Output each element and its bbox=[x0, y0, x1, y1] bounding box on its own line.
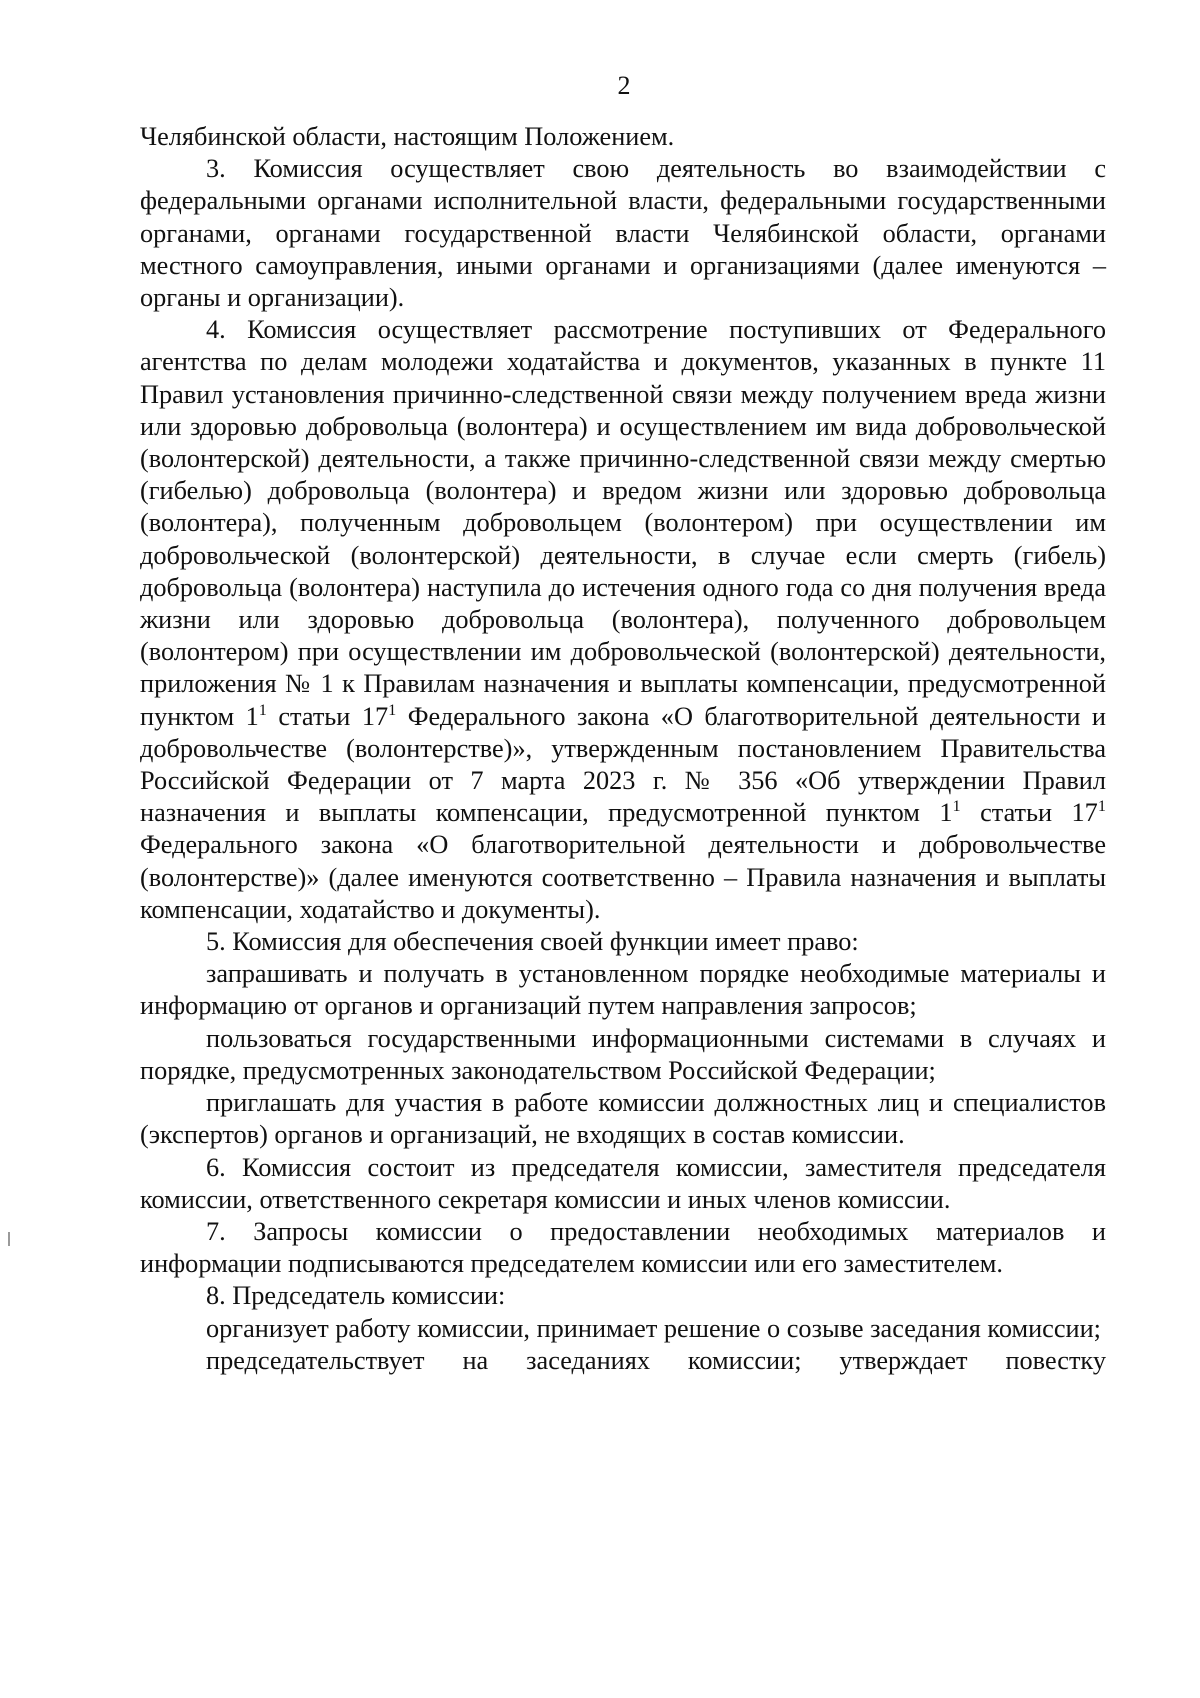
paragraph-item-8-organizes: организует работу комиссии, принимает решение о созыве заседания комиссии; bbox=[206, 1313, 1101, 1343]
superscript-index: 1 bbox=[1097, 796, 1106, 816]
paragraph-item-5-right-invite: приглашать для участия в работе комиссии должностных лиц и специалистов (экспертов) органов и организаций, не входящих в состав комиссии. bbox=[140, 1088, 1106, 1150]
superscript-index: 1 bbox=[258, 699, 267, 719]
superscript-index: 1 bbox=[388, 699, 397, 719]
page-number: 2 bbox=[617, 71, 631, 100]
superscript-index: 1 bbox=[952, 796, 961, 816]
scan-margin-mark bbox=[8, 1232, 10, 1246]
paragraph-item-3: 3. Комиссия осуществляет свою деятельность во взаимодействии с федеральными органами исполнительной власти, федеральными государственными органами, органами государственной власти Челябинской области, органами местного самоуправления, иными органами и организациями (далее именуются – органы и организации). bbox=[140, 154, 1106, 313]
document-body bbox=[140, 121, 1106, 1377]
paragraph-item-6: 6. Комиссия состоит из председателя комиссии, заместителя председателя комиссии, ответственного секретаря комиссии и иных членов комиссии. bbox=[140, 1152, 1106, 1214]
paragraph-item-7: 7. Запросы комиссии о предоставлении необходимых материалов и информации подписываются председателем комиссии или его заместителем. bbox=[140, 1216, 1106, 1279]
paragraph-item-4: 4. Комиссия осуществляет рассмотрение поступивших от Федерального агентства по делам молодежи ходатайства и документов, указанных в пункте 11 Правил установления причинно-следственной связи между получением вреда жизни или здоровью добровольца (волонтера) и осуществлением им вида добровольческой (волонтерской) деятельности, а также причинно-следственной связи между смертью (гибелью) добровольца (волонтера) и вредом жизни или здоровью добровольца (волонтера), полученным добровольцем (волонтером) при осуществлении им добровольческой (волонтерской) деятельности, в случае если смерть (гибель) добровольца (волонтера) наступила до истечения одного года со дня получения вреда жизни или здоровью добровольца (волонтера), полученного добровольцем (волонтером) при осуществлении им добровольческой (волонтерской) деятельности, приложения № 1 к Правилам назначения и выплаты компенсации, предусмотренной пунктом $1^1$ статьи $17^1$ Федерального закона «О благотворительной деятельности и добровольчестве (волонтерстве)», утвержденным постановлением Правительства Российской Федерации от 7 марта 2023 г. № 356 «Об утверждении Правил назначения и выплаты компенсации, предусмотренной пунктом $1^1$ статьи $17^1$ Федерального закона «О благотворительной деятельности и добровольчестве (волонтерстве)» (далее именуются соответственно – Правила назначения и выплаты компенсации, ходатайство и документы). bbox=[140, 315, 1106, 924]
paragraph-item-5-right-request: запрашивать и получать в установленном порядке необходимые материалы и информацию от органов и организаций путем направления запросов; bbox=[140, 959, 1106, 1021]
paragraph-item-5-right-systems: пользоваться государственными информационными системами в случаях и порядке, предусмотренных законодательством Российской Федерации; bbox=[140, 1023, 1106, 1085]
paragraph-item-5: 5. Комиссия для обеспечения своей функции имеет право: bbox=[206, 927, 859, 957]
paragraph-continuation: Челябинской области, настоящим Положением. bbox=[140, 122, 675, 151]
paragraph-item-8: 8. Председатель комиссии: bbox=[206, 1281, 506, 1311]
paragraph-item-8-presides: председательствует на заседаниях комиссии; утверждает повестку bbox=[206, 1345, 1106, 1375]
